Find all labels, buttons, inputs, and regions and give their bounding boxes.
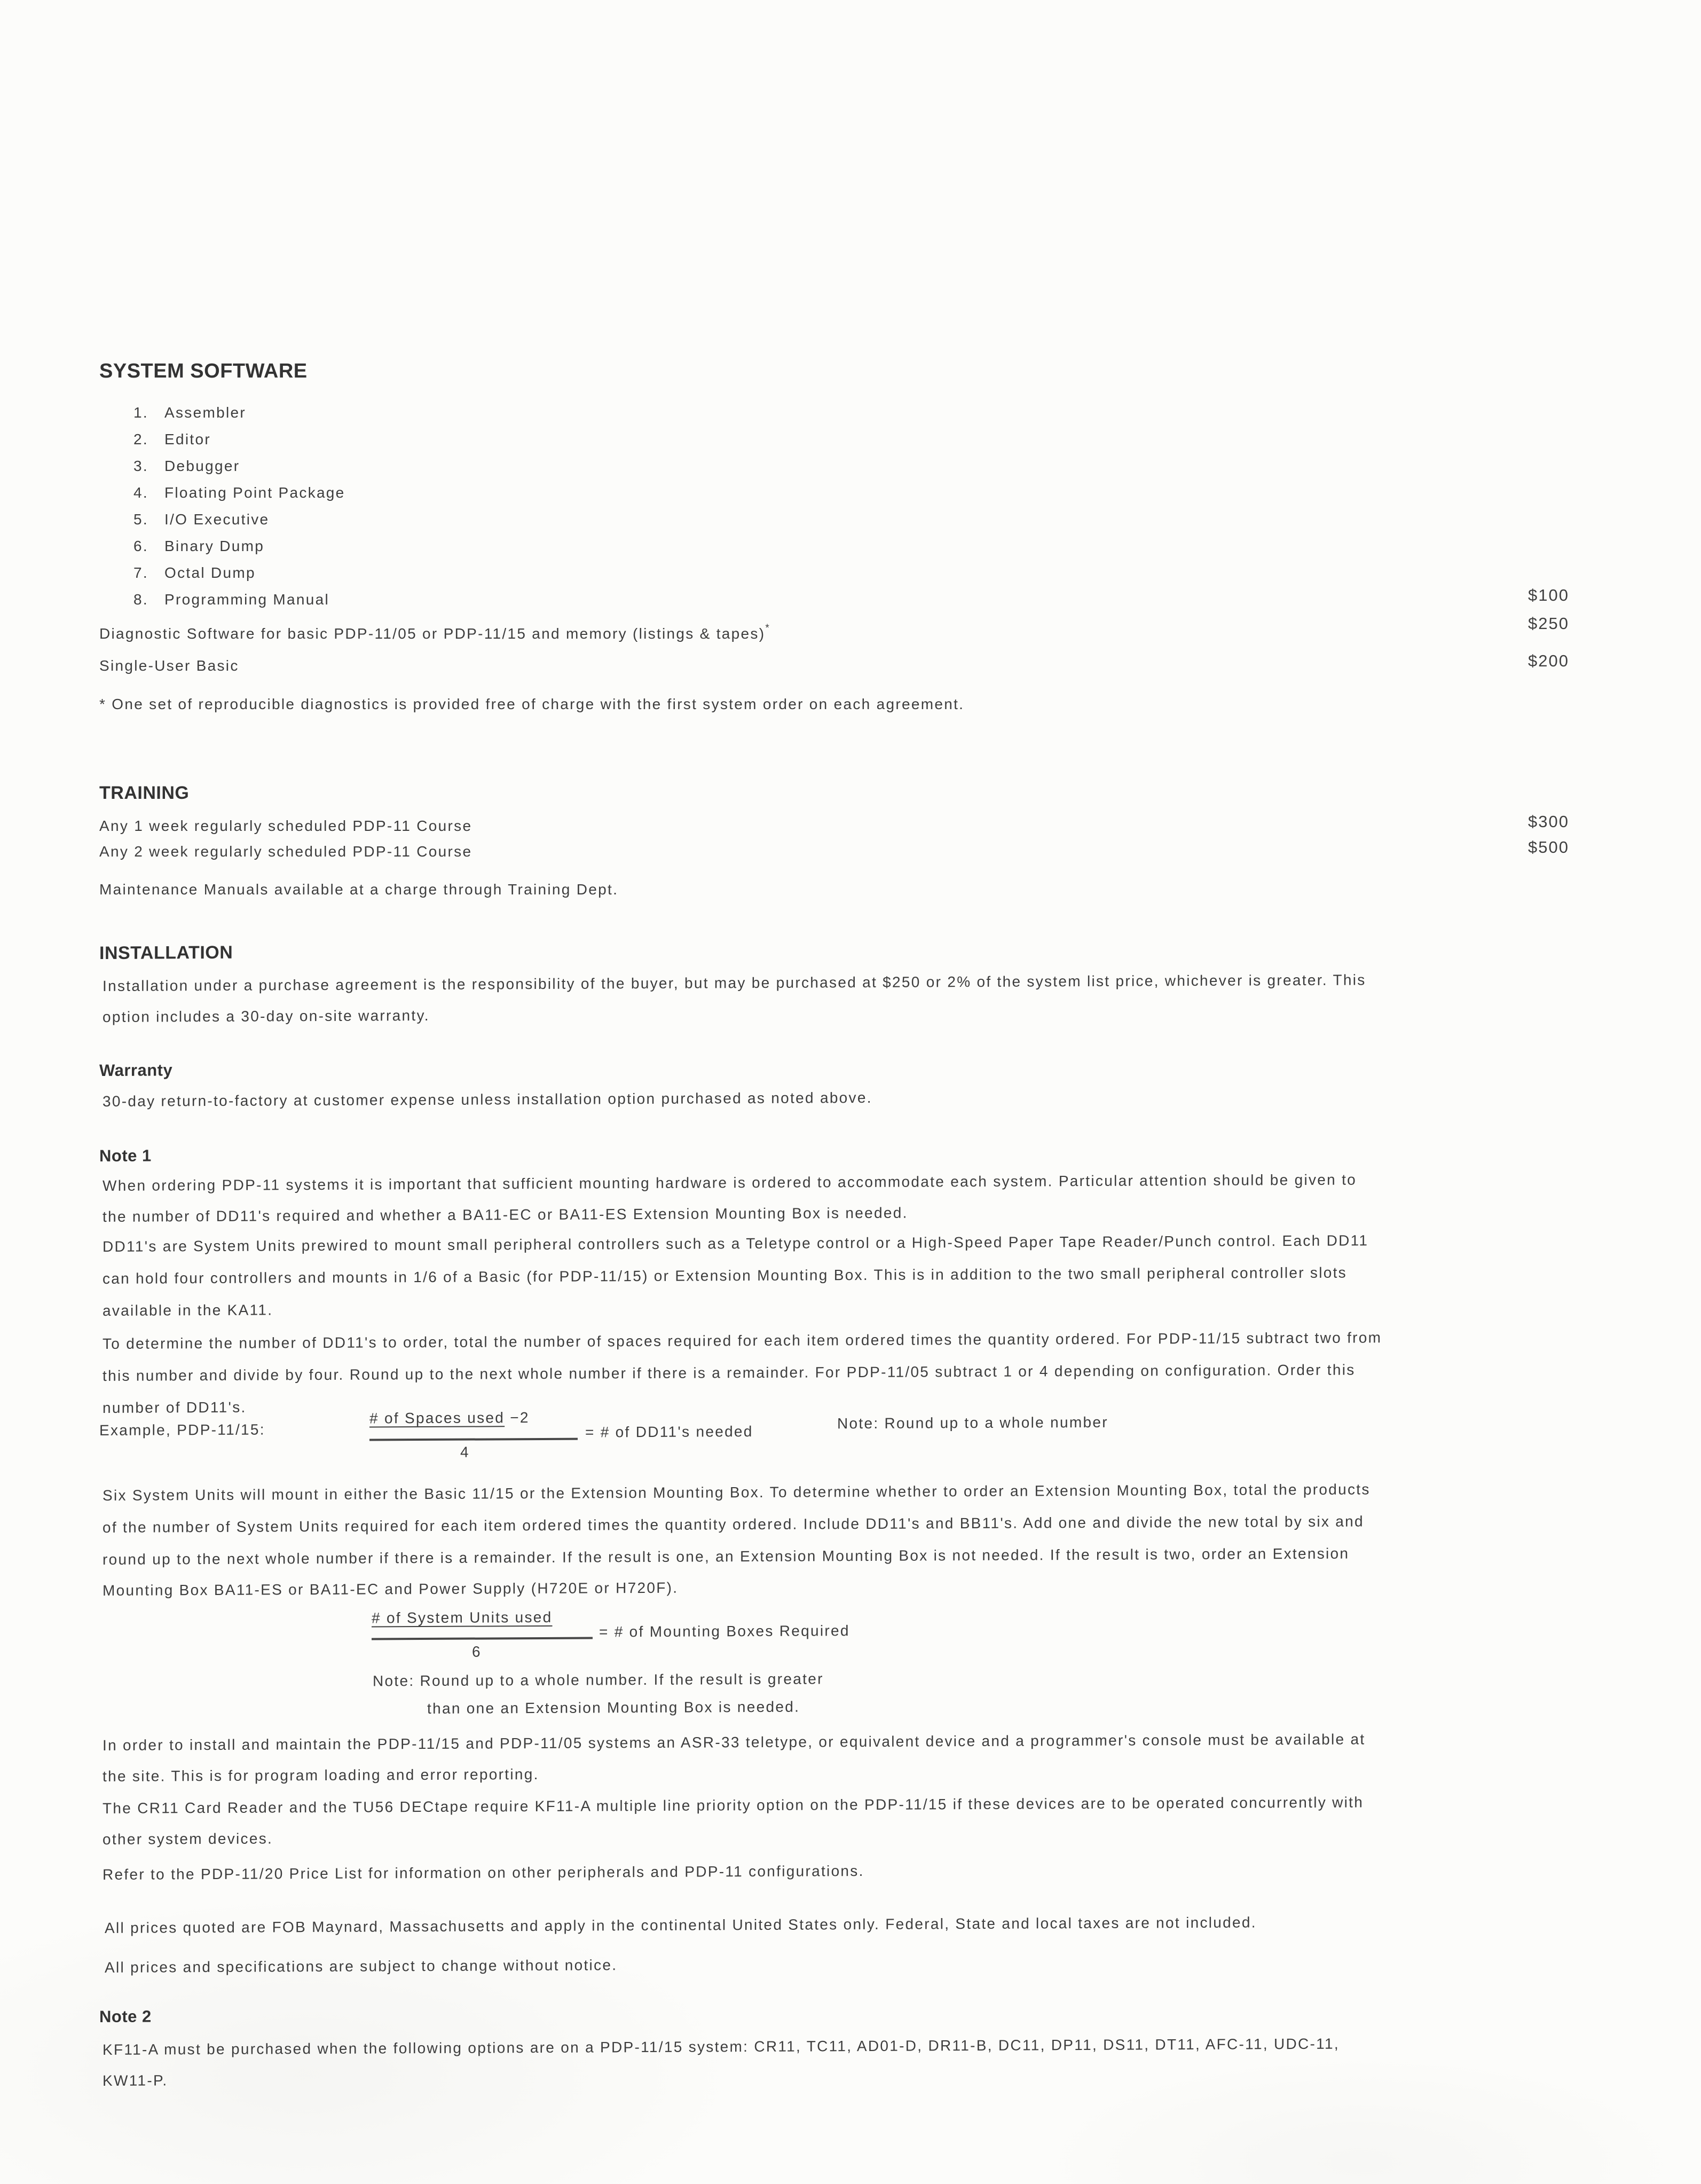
formula1-numerator-text: # of Spaces used — [369, 1409, 505, 1427]
list-item-io-executive: I/O Executive — [164, 511, 270, 528]
formula2-result: = # of Mounting Boxes Required — [599, 1622, 850, 1640]
line-single-user-basic: Single-User Basic — [99, 657, 239, 674]
list-number: 6. — [133, 538, 148, 554]
list-number: 2. — [133, 431, 148, 447]
formula1-denominator: 4 — [460, 1443, 470, 1460]
paragraph-line: When ordering PDP-11 systems it is important that sufficient mounting hardware is ordered to accommodate each system. Particular attention should be given to — [103, 1171, 1357, 1194]
list-number: 7. — [133, 564, 148, 581]
paragraph-line: KF11-A must be purchased when the following options are on a PDP-11/15 system: CR11, TC11, AD01-D, DR11-B, DC11, DP11, DS11, DT11, AFC-11, UDC-11, — [103, 2035, 1340, 2058]
paragraph-line: Refer to the PDP-11/20 Price List for information on other peripherals and PDP-11 configurations. — [103, 1862, 864, 1883]
price-single-user-basic: $200 — [1528, 651, 1569, 670]
formula1-numerator — [369, 1409, 530, 1427]
line-maintenance-manuals: Maintenance Manuals available at a charge through Training Dept. — [99, 881, 619, 898]
formula2-denominator: 6 — [472, 1643, 482, 1660]
paragraph-line: All prices quoted are FOB Maynard, Massachusetts and apply in the continental United States only. Federal, State and local taxes are not included. — [105, 1914, 1257, 1936]
paragraph-line: Six System Units will mount in either the Basic 11/15 or the Extension Mounting Box. To determine whether to order an Extension Mounting Box, total the products — [103, 1481, 1371, 1504]
fraction-bar — [372, 1637, 593, 1640]
paragraph-line: KW11-P. — [103, 2072, 168, 2089]
list-item-assembler: Assembler — [164, 404, 246, 421]
paragraph-line: this number and divide by four. Round up to the next whole number if there is a remainder. For PDP-11/05 subtract 1 or 4 depending on configuration. Order this — [103, 1361, 1356, 1384]
formula2-numerator-text: # of System Units used — [372, 1608, 553, 1627]
list-item-editor: Editor — [164, 431, 211, 447]
fraction-bar — [369, 1438, 578, 1441]
list-number: 8. — [133, 591, 148, 608]
section-heading-note-1: Note 1 — [99, 1146, 152, 1165]
section-heading-note-2: Note 2 — [99, 2007, 152, 2026]
price-course-1-week: $300 — [1528, 812, 1569, 831]
paragraph-line: can hold four controllers and mounts in 1/6 of a Basic (for PDP-11/15) or Extension Mounting Box. This is in addition to the two small peripheral controller slots — [103, 1264, 1347, 1287]
list-number: 1. — [133, 404, 148, 421]
paragraph-line: Installation under a purchase agreement is the responsibility of the buyer, but may be purchased at $250 or 2% of the system list price, whichever is greater. This — [103, 971, 1366, 994]
paragraph-line: 30-day return-to-factory at customer expense unless installation option purchased as noted above. — [103, 1089, 872, 1110]
paragraph-line: To determine the number of DD11's to order, total the number of spaces required for each item ordered times the quantity ordered. For PDP-11/15 subtract two from — [103, 1329, 1382, 1352]
paragraph-line: available in the KA11. — [103, 1301, 273, 1319]
formula1-note: Note: Round up to a whole number — [837, 1413, 1108, 1432]
formula1-result: = # of DD11's needed — [585, 1423, 753, 1441]
section-heading-installation: INSTALLATION — [99, 942, 233, 963]
section-heading-system-software: SYSTEM SOFTWARE — [99, 360, 308, 382]
example-label: Example, PDP-11/15: — [99, 1421, 265, 1439]
formula1-minus-two: −2 — [505, 1409, 530, 1426]
list-number: 3. — [133, 458, 148, 474]
paragraph-line: Mounting Box BA11-ES or BA11-EC and Power Supply (H720E or H720F). — [103, 1579, 679, 1599]
paragraph-line: option includes a 30-day on-site warranty. — [103, 1007, 430, 1025]
paragraph-line: In order to install and maintain the PDP-11/15 and PDP-11/05 systems an ASR-33 teletype, or equivalent device and a programmer's console must be available at — [103, 1731, 1366, 1754]
line-course-1-week: Any 1 week regularly scheduled PDP-11 Course — [99, 818, 472, 834]
footnote-diagnostics: * One set of reproducible diagnostics is provided free of charge with the first system order on each agreement. — [99, 696, 965, 712]
paragraph-line: DD11's are System Units prewired to mount small peripheral controllers such as a Teletype control or a High-Speed Paper Tape Reader/Punch control. Each DD11 — [103, 1232, 1369, 1255]
footnote-marker: * — [765, 623, 769, 634]
list-item-debugger: Debugger — [164, 458, 240, 474]
line-course-2-week: Any 2 week regularly scheduled PDP-11 Course — [99, 843, 472, 860]
price-course-2-week: $500 — [1528, 838, 1569, 857]
diagnostic-software-text: Diagnostic Software for basic PDP-11/05 or PDP-11/15 and memory (listings & tapes) — [99, 625, 766, 642]
list-number: 5. — [133, 511, 148, 528]
price-diagnostic-software: $250 — [1528, 614, 1569, 633]
list-item-binary-dump: Binary Dump — [164, 538, 265, 554]
list-number: 4. — [133, 484, 148, 501]
paragraph-line: of the number of System Units required for each item ordered times the quantity ordered. Include DD11's and BB11's. Add one and divide the new total by six and — [103, 1513, 1364, 1536]
paragraph-line: The CR11 Card Reader and the TU56 DECtape require KF11-A multiple line priority option on the PDP-11/15 if these devices are to be operated concurrently with — [103, 1794, 1364, 1817]
list-item-floating-point: Floating Point Package — [164, 484, 345, 501]
paragraph-line: the site. This is for program loading and error reporting. — [103, 1765, 539, 1785]
formula2-note-line: Note: Round up to a whole number. If the result is greater — [373, 1670, 824, 1690]
price-software-package: $100 — [1528, 586, 1569, 604]
section-heading-warranty: Warranty — [99, 1060, 173, 1080]
list-item-octal-dump: Octal Dump — [164, 564, 256, 581]
formula2-numerator — [372, 1608, 553, 1628]
list-item-programming-manual: Programming Manual — [164, 591, 330, 608]
paragraph-line: the number of DD11's required and whether a BA11-EC or BA11-ES Extension Mounting Box is needed. — [103, 1204, 908, 1225]
paragraph-line: other system devices. — [103, 1830, 273, 1848]
paragraph-line: round up to the next whole number if there is a remainder. If the result is one, an Extension Mounting Box is not needed. If the result is two, order an Extension — [103, 1545, 1350, 1568]
paragraph-line: All prices and specifications are subject to change without notice. — [105, 1957, 618, 1976]
paragraph-line: number of DD11's. — [103, 1399, 247, 1416]
formula2-note-line: than one an Extension Mounting Box is needed. — [427, 1698, 800, 1717]
section-heading-training: TRAINING — [99, 783, 190, 803]
